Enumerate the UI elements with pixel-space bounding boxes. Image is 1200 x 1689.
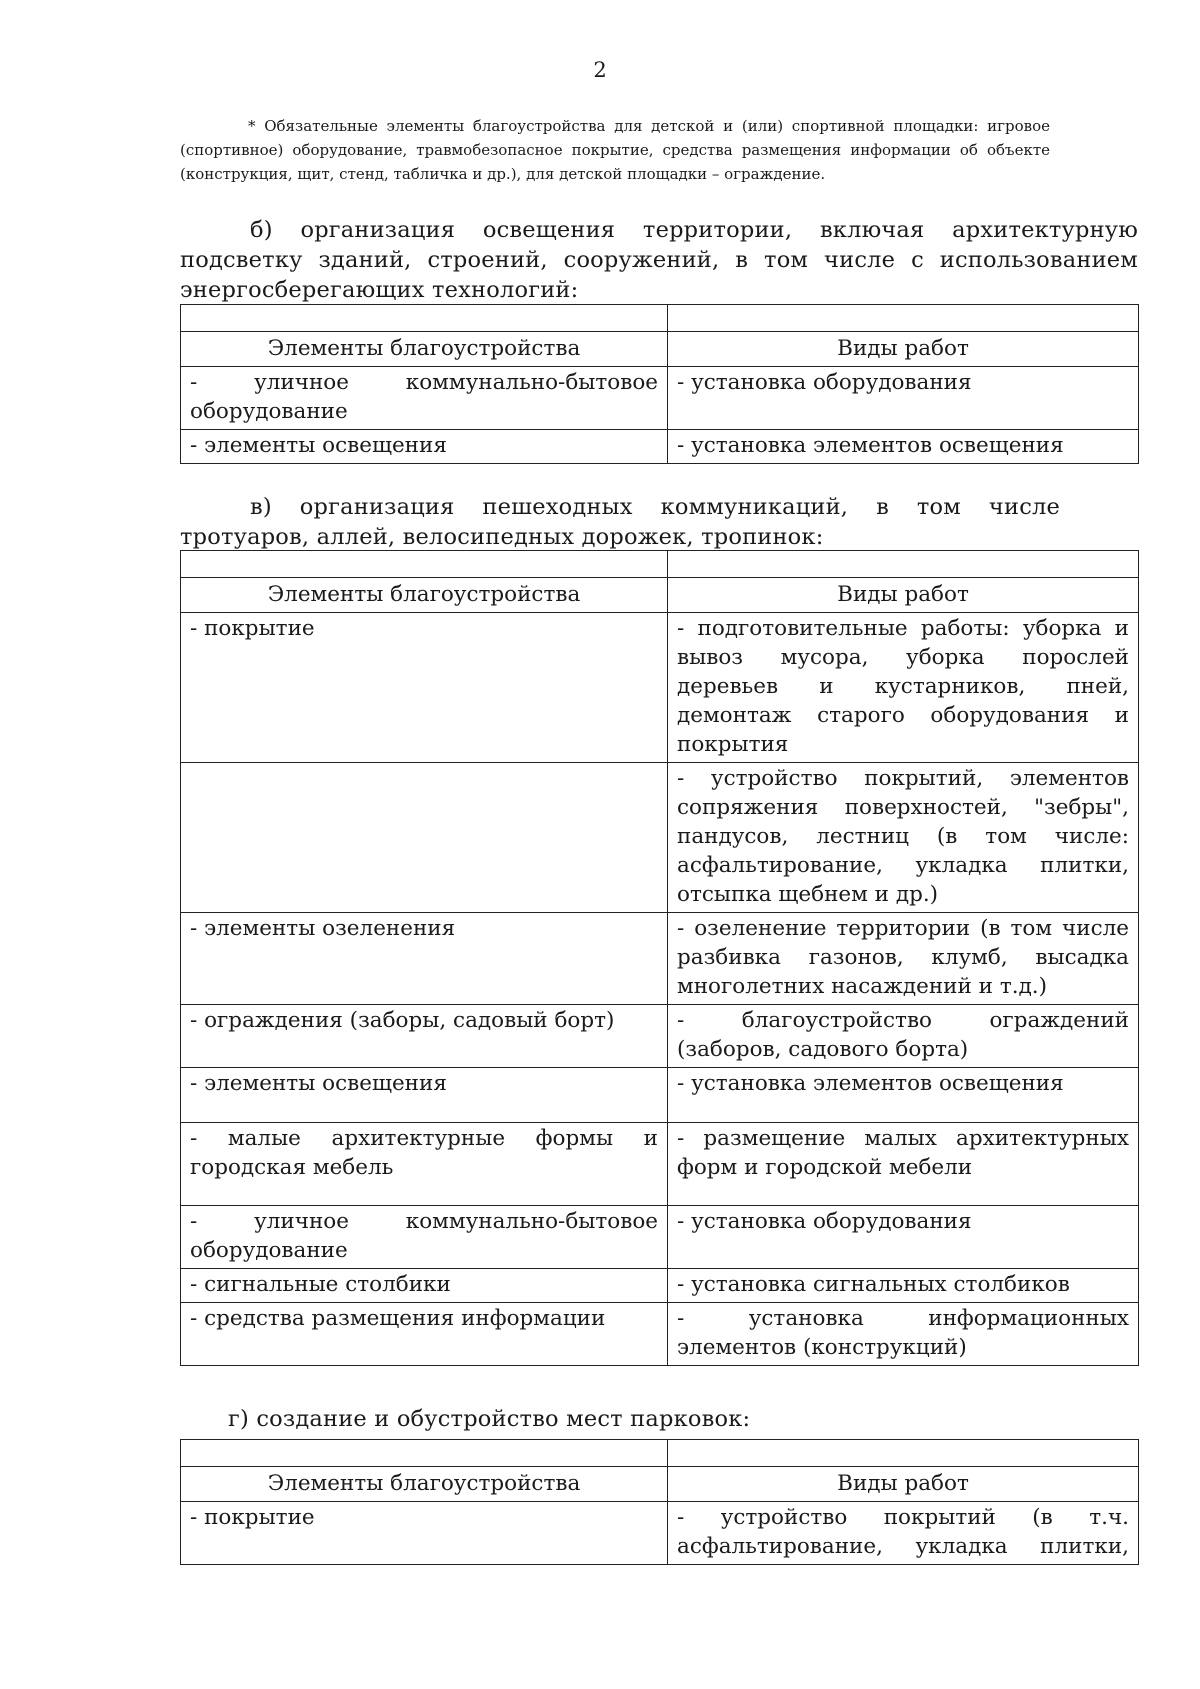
table-cell: - элементы освещения <box>181 430 668 464</box>
table-cell: - установка оборудования <box>668 367 1139 430</box>
table-row <box>181 1005 1139 1068</box>
table-cell: - средства размещения информации <box>181 1303 668 1366</box>
table-row <box>181 1502 1139 1565</box>
column-header-works: Виды работ <box>668 578 1139 613</box>
table-cell: - элементы озеленения <box>181 913 668 1005</box>
table-cell: - покрытие <box>181 613 668 763</box>
table-header-row <box>181 1467 1139 1502</box>
column-header-works: Виды работ <box>668 332 1139 367</box>
table-cell: - установка информационных элементов (конструкций) <box>668 1303 1139 1366</box>
column-header-elements: Элементы благоустройства <box>181 1467 668 1502</box>
table-cell: - установка оборудования <box>668 1206 1139 1269</box>
table-blank-row <box>181 551 1139 578</box>
table-row <box>181 1269 1139 1303</box>
table-header-row <box>181 332 1139 367</box>
column-header-elements: Элементы благоустройства <box>181 578 668 613</box>
table-row <box>181 763 1139 913</box>
column-header-elements: Элементы благоустройства <box>181 332 668 367</box>
section-v-heading-text: в) организация пешеходных коммуникаций, в том числе тротуаров, аллей, велосипедных дорожек, тропинок: <box>180 494 1060 550</box>
table-row <box>181 1303 1139 1366</box>
page-number: 2 <box>593 58 607 82</box>
table-cell: - озеленение территории (в том числе разбивка газонов, клумб, высадка многолетних насаждений и т.д.) <box>668 913 1139 1005</box>
table-header-row <box>181 578 1139 613</box>
table-row <box>181 1123 1139 1206</box>
footnote-text: * Обязательные элементы благоустройства для детской и (или) спортивной площадки: игровое (спортивное) оборудование, травмобезопасное покрытие, средства размещения информации об объекте (конструкция, щит, стенд, табличка и др.), для детской площадки – ограждение. <box>180 117 1050 183</box>
column-header-works: Виды работ <box>668 1467 1139 1502</box>
table-cell: - уличное коммунально-бытовое оборудование <box>181 367 668 430</box>
section-b-heading <box>180 215 1138 305</box>
footnote <box>180 114 1050 186</box>
table-row <box>181 1068 1139 1123</box>
table-row <box>181 1206 1139 1269</box>
section-v-table <box>180 550 1139 1366</box>
section-b-heading-text: б) организация освещения территории, включая архитектурную подсветку зданий, строений, сооружений, в том числе с использованием энергосберегающих технологий: <box>180 217 1138 303</box>
table-cell <box>181 763 668 913</box>
table-cell: - установка элементов освещения <box>668 430 1139 464</box>
table-cell: - установка сигнальных столбиков <box>668 1269 1139 1303</box>
table-cell: - уличное коммунально-бытовое оборудование <box>181 1206 668 1269</box>
table-row <box>181 367 1139 430</box>
section-g-heading-text: г) создание и обустройство мест парковок: <box>228 1406 751 1432</box>
section-b-table <box>180 304 1139 464</box>
table-row <box>181 913 1139 1005</box>
table-row <box>181 430 1139 464</box>
table-cell: - покрытие <box>181 1502 668 1565</box>
table-cell: - подготовительные работы: уборка и вывоз мусора, уборка порослей деревьев и кустарников, пней, демонтаж старого оборудования и покрытия <box>668 613 1139 763</box>
table-blank-row <box>181 305 1139 332</box>
table-cell: - элементы освещения <box>181 1068 668 1123</box>
table-cell: - ограждения (заборы, садовый борт) <box>181 1005 668 1068</box>
table-blank-row <box>181 1440 1139 1467</box>
section-g-table <box>180 1439 1139 1565</box>
table-cell: - благоустройство ограждений (заборов, садового борта) <box>668 1005 1139 1068</box>
table-cell: - устройство покрытий (в т.ч. асфальтирование, укладка плитки, <box>668 1502 1139 1565</box>
section-g-heading <box>180 1404 1138 1434</box>
table-cell: - установка элементов освещения <box>668 1068 1139 1123</box>
table-cell: - сигнальные столбики <box>181 1269 668 1303</box>
section-v-heading <box>180 492 1060 552</box>
table-cell: - малые архитектурные формы и городская мебель <box>181 1123 668 1206</box>
table-row <box>181 613 1139 763</box>
table-cell: - размещение малых архитектурных форм и городской мебели <box>668 1123 1139 1206</box>
table-cell: - устройство покрытий, элементов сопряжения поверхностей, "зебры", пандусов, лестниц (в том числе: асфальтирование, укладка плитки, отсыпка щебнем и др.) <box>668 763 1139 913</box>
